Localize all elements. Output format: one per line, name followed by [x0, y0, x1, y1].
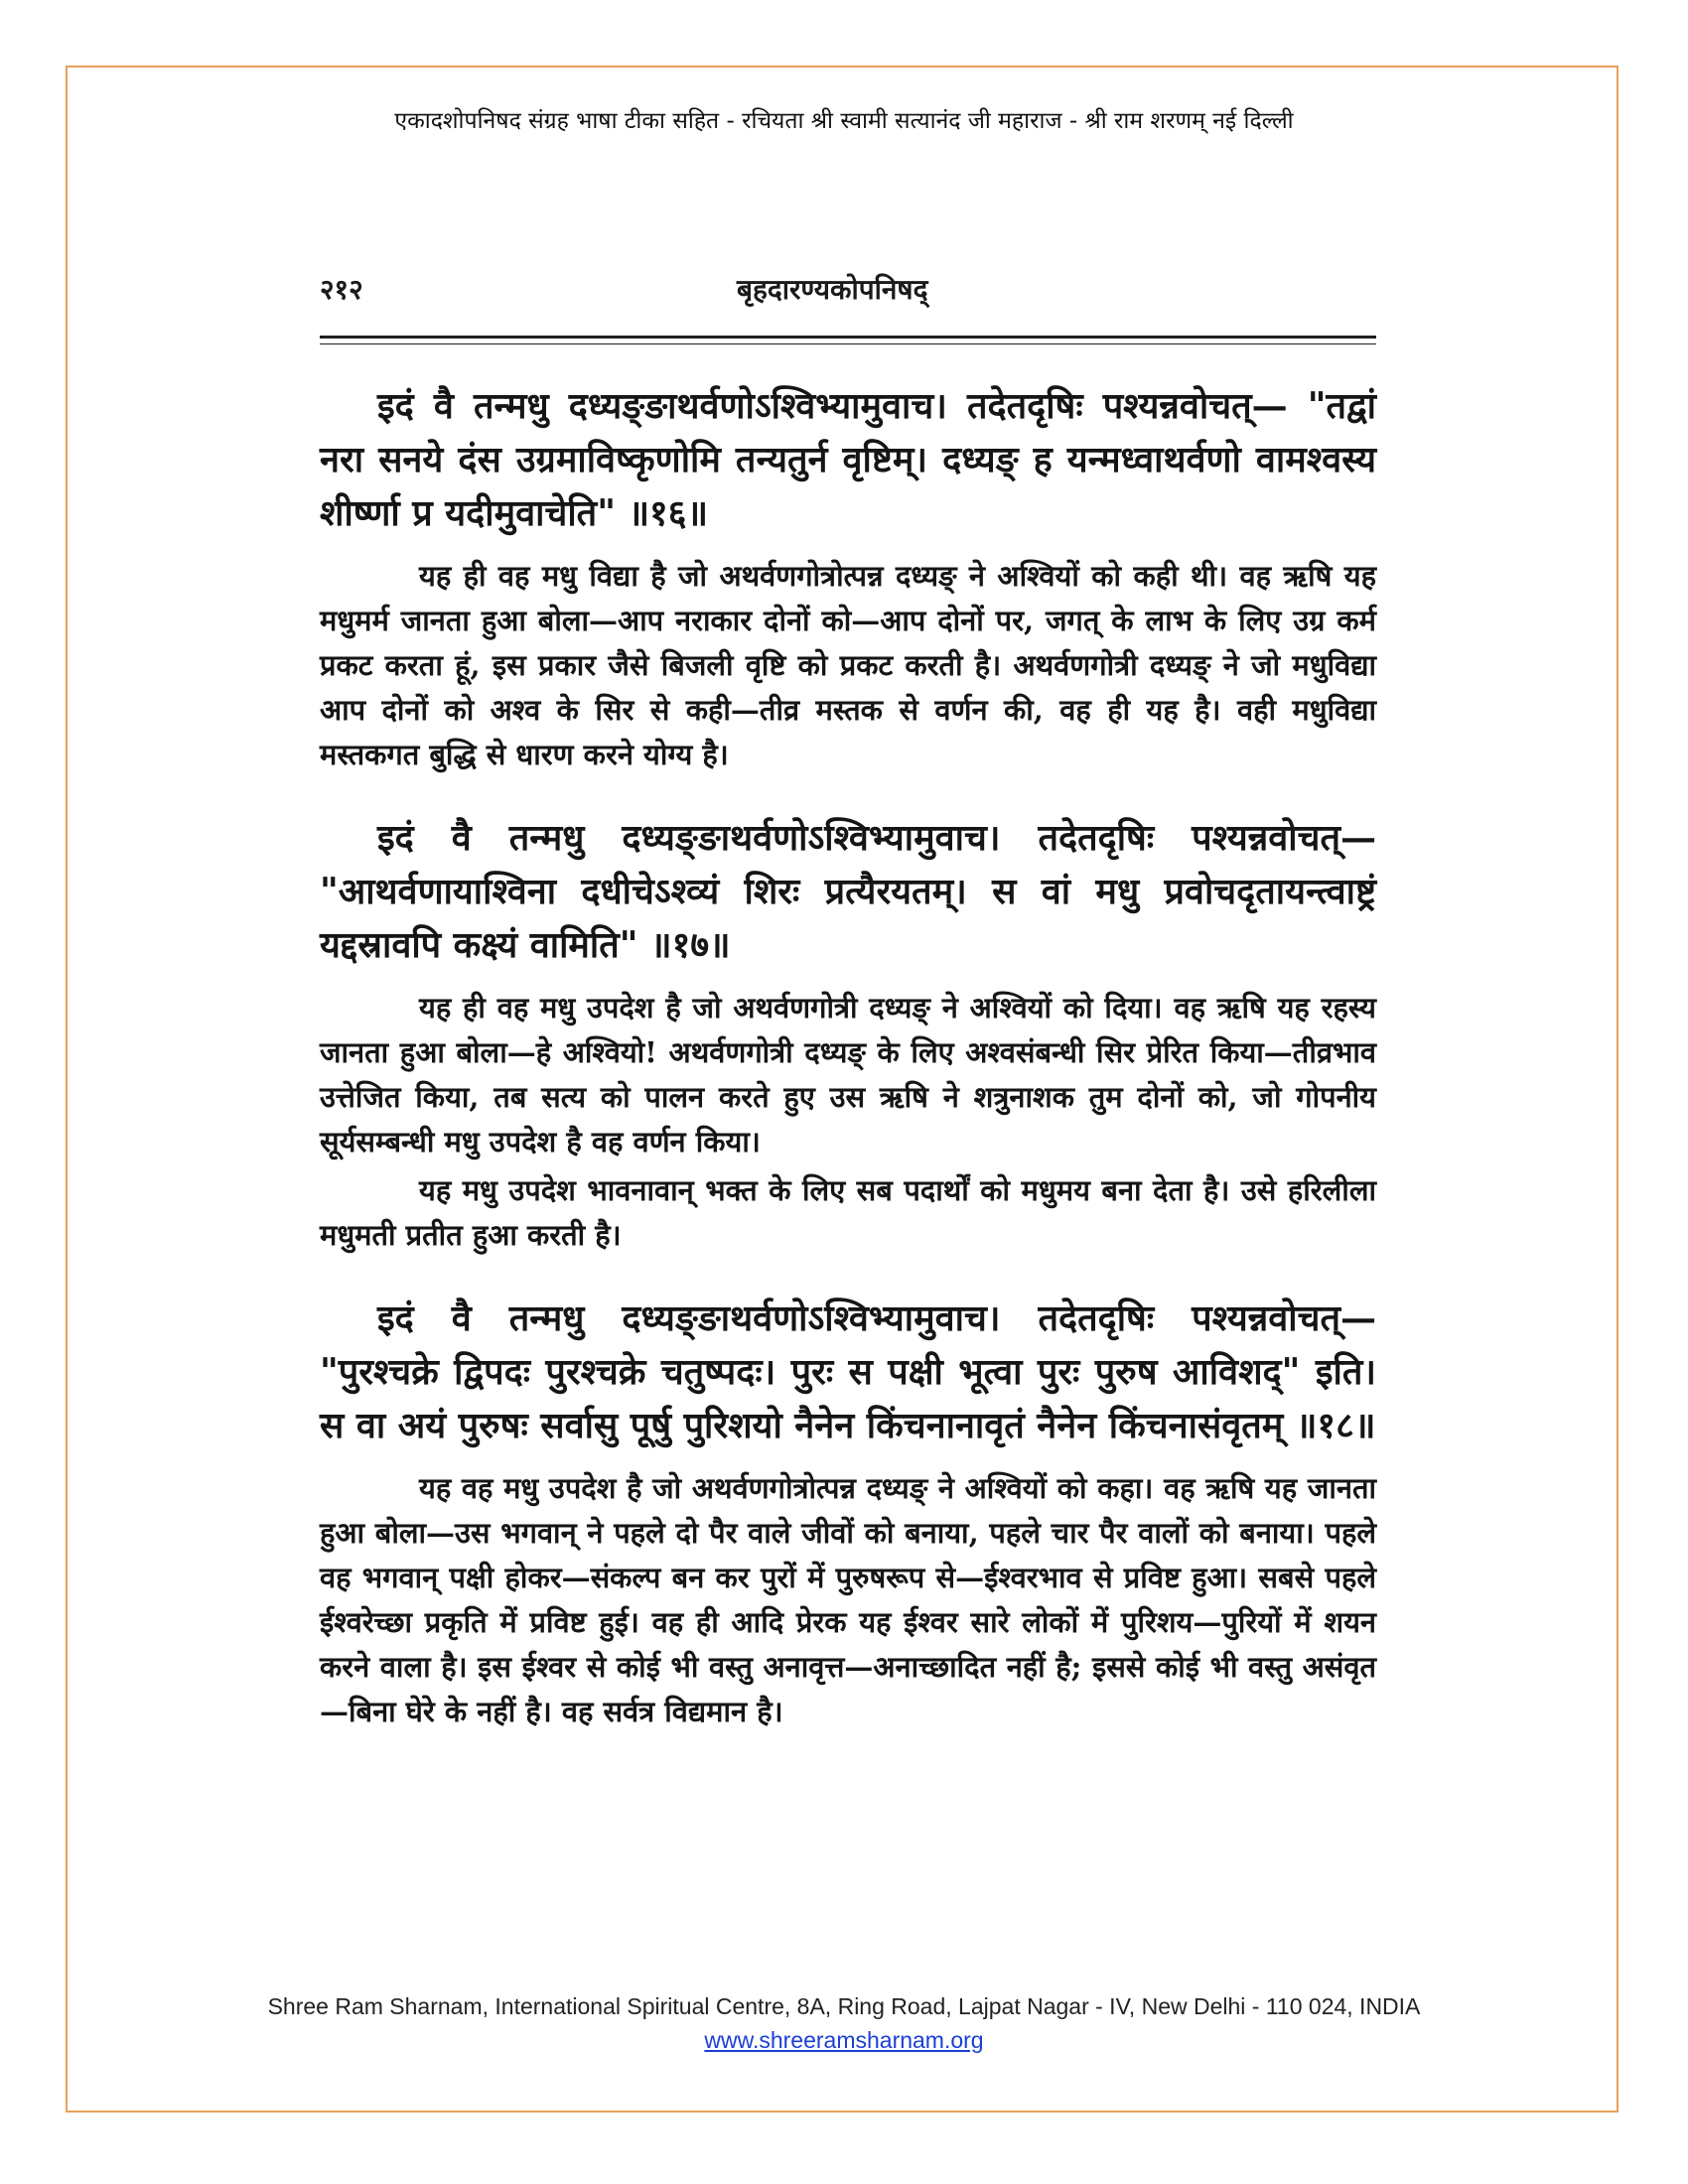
page-number: २१२ — [320, 273, 363, 306]
running-title: बृहदारण्यकोपनिषद् — [737, 273, 928, 306]
verse-17: इदं वै तन्मधु दध्यङ्ङाथर्वणोऽश्विभ्यामुवाच। तदेतदृषिः पश्यन्नवोचत्— "आथर्वणायाश्विना दधीचेऽश्व्यं शिरः प्रत्यैरयतम्। स वां मधु प्रवोचदृतायन्त्वाष्ट्रं यद्दस्रावपि कक्ष्यं वामिति" ॥१७॥ — [320, 817, 1376, 966]
header-rule-thin — [320, 343, 1376, 344]
verse-16: इदं वै तन्मधु दध्यङ्ङाथर्वणोऽश्विभ्यामुवाच। तदेतदृषिः पश्यन्नवोचत्— "तद्वां नरा सनये दंस उग्रमाविष्कृणोमि तन्यतुर्न वृष्टिम्। दध्यङ् ह यन्मध्वाथर्वणो वामश्वस्य शीर्ष्णा प्र यदीमुवाचेति" ॥१६॥ — [320, 385, 1376, 534]
commentary-17-note: यह मधु उपदेश भावनावान् भक्त के लिए सब पदार्थों को मधुमय बना देता है। उसे हरिलीला मधुमती प्रतीत हुआ करती है। — [320, 1173, 1376, 1252]
commentary-17: यह ही वह मधु उपदेश है जो अथर्वणगोत्री दध्यङ् ने अश्वियों को दिया। वह ऋषि यह रहस्य जानता हुआ बोला—हे अश्वियो! अथर्वणगोत्री दध्यङ् के लिए अश्वसंबन्धी सिर प्रेरित किया—तीव्रभाव उत्तेजित किया, तब सत्य को पालन करते हुए उस ऋषि ने शत्रुनाशक तुम दोनों को, जो गोपनीय सूर्यसम्बन्धी मधु उपदेश है वह वर्णन किया। — [320, 991, 1376, 1159]
page-content — [320, 379, 1376, 1734]
footer-address: Shree Ram Sharnam, International Spiritual Centre, 8A, Ring Road, Lajpat Nagar - IV, New Delhi - 110 024, INDIA — [267, 1993, 1421, 2019]
header-rule-thick — [320, 336, 1376, 339]
commentary-18: यह वह मधु उपदेश है जो अथर्वणगोत्रोत्पन्न दध्यङ् ने अश्वियों को कहा। वह ऋषि यह जानता हुआ बोला—उस भगवान् ने पहले दो पैर वाले जीवों को बनाया, पहले चार पैर वालों को बनाया। पहले वह भगवान् पक्षी होकर—संकल्प बन कर पुरों में पुरुषरूप से—ईश्वरभाव से प्रविष्ट हुआ। सबसे पहले ईश्वरेच्छा प्रकृति में प्रविष्ट हुई। वह ही आदि प्रेरक यह ईश्वर सारे लोकों में पुरिशय—पुरियों में शयन करने वाला है। इस ईश्वर से कोई भी वस्तु अनावृत्त—अनाच्छादित नहीं है; इससे कोई भी वस्तु असंवृत—बिना घेरे के नहीं है। वह सर्वत्र विद्यमान है। — [320, 1471, 1376, 1728]
verse-18: इदं वै तन्मधु दध्यङ्ङाथर्वणोऽश्विभ्यामुवाच। तदेतदृषिः पश्यन्नवोचत्— "पुरश्चक्रे द्विपदः पुरश्चक्रे चतुष्पदः। पुरः स पक्षी भूत्वा पुरः पुरुष आविशद्" इति। स वा अयं पुरुषः सर्वासु पूर्षु पुरिशयो नैनेन किंचनानावृतं नैनेन किंचनासंवृतम् ॥१८॥ — [320, 1297, 1376, 1446]
commentary-16: यह ही वह मधु विद्या है जो अथर्वणगोत्रोत्पन्न दध्यङ् ने अश्वियों को कही थी। वह ऋषि यह मधुमर्म जानता हुआ बोला—आप नराकार दोनों को—आप दोनों पर, जगत् के लाभ के लिए उग्र कर्म प्रकट करता हूं, इस प्रकार जैसे बिजली वृष्टि को प्रकट करती है। अथर्वणगोत्री दध्यङ् ने जो मधुविद्या आप दोनों को अश्व के सिर से कही—तीव्र मस्तक से वर्णन की, वह ही यह है। वही मधुविद्या मस्तकगत बुद्धि से धारण करने योग्य है। — [320, 559, 1376, 771]
document-header: एकादशोपनिषद संग्रह भाषा टीका सहित - रचियता श्री स्वामी सत्यानंद जी महाराज - श्री राम शरणम् नई दिल्ली — [394, 108, 1294, 134]
footer-website-link[interactable]: www.shreeramsharnam.org — [704, 2027, 984, 2053]
page-head — [320, 270, 1372, 310]
